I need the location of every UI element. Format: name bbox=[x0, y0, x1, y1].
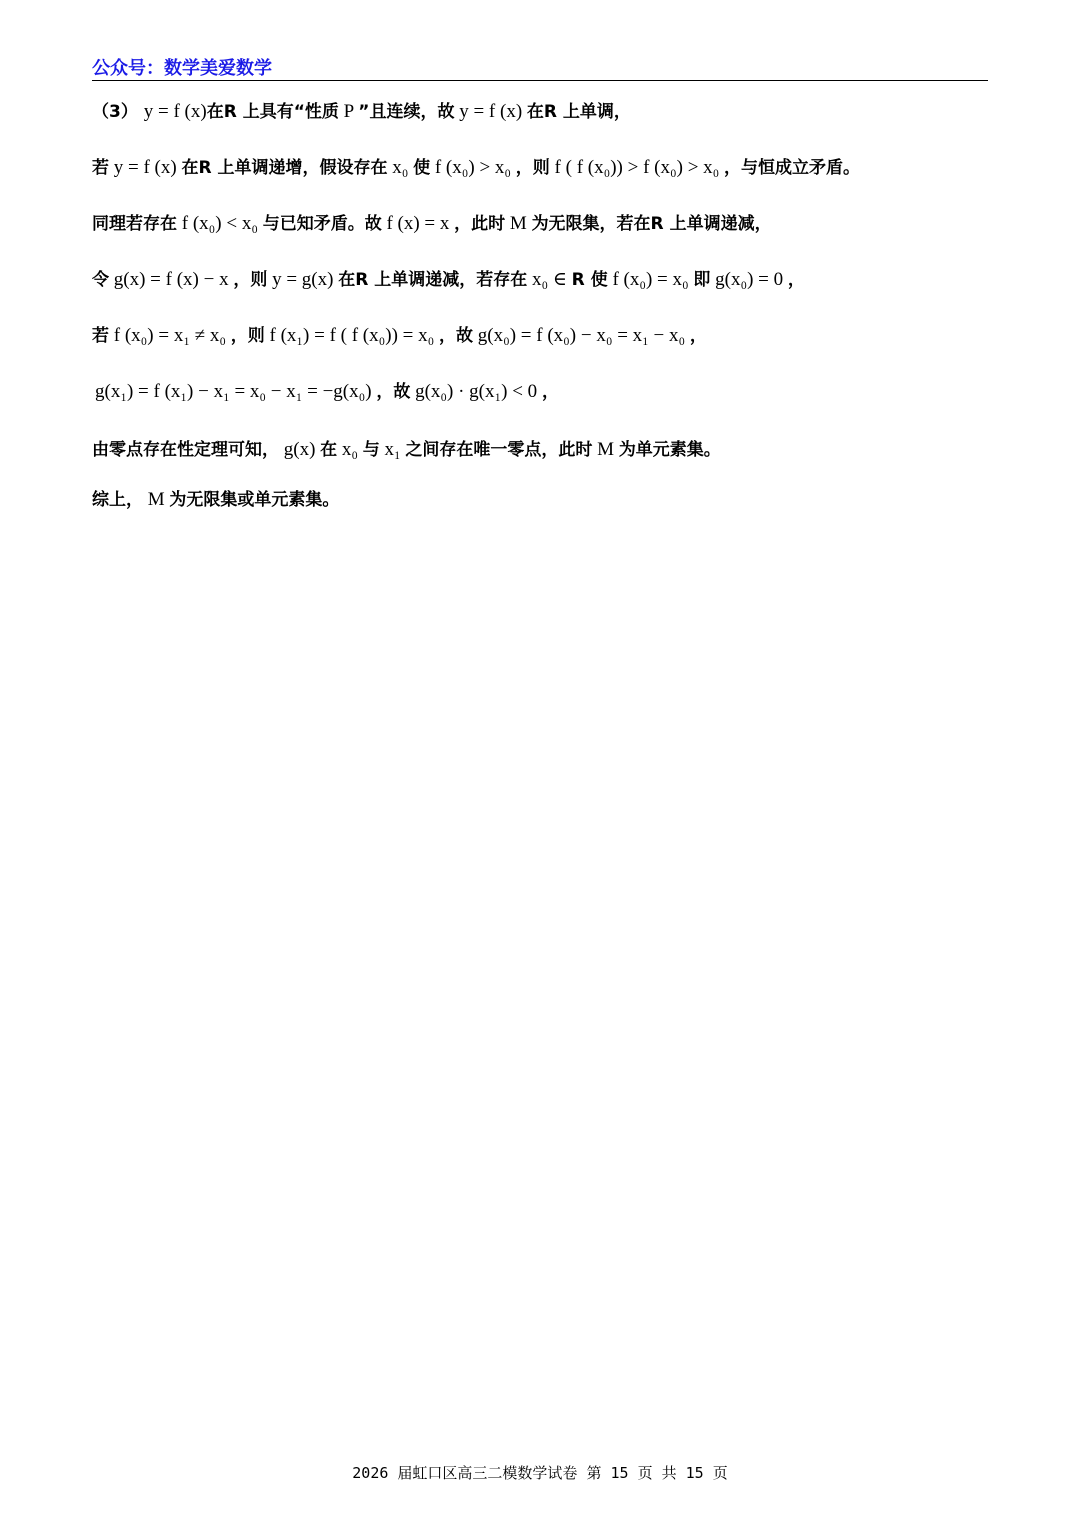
math-expression: y = f (x) bbox=[143, 101, 207, 122]
math-expression: f (x₀) > x₀ bbox=[430, 157, 516, 178]
solution-text: 与 bbox=[362, 440, 380, 460]
math-expression: g(x₀) = 0 bbox=[710, 269, 788, 290]
solution-text: 由零点存在性定理可知， bbox=[92, 440, 279, 460]
math-expression: f (x₀) < x₀ bbox=[177, 213, 263, 234]
solution-text: ，故 bbox=[439, 326, 473, 346]
math-expression: x₀ ∈ bbox=[527, 269, 572, 290]
solution-text: ， bbox=[541, 382, 559, 402]
solution-text: ，故 bbox=[376, 382, 411, 402]
solution-text: 在R 上单调递增，假设存在 bbox=[181, 158, 388, 178]
solution-text: 综上， bbox=[92, 490, 143, 510]
math-expression: g(x₀) · g(x₁) < 0 bbox=[410, 381, 542, 402]
solution-text: R 使 bbox=[571, 270, 608, 290]
solution-text: 为单元素集。 bbox=[618, 440, 721, 460]
solution-text: 令 bbox=[92, 270, 109, 290]
math-expression: f (x) = x bbox=[381, 213, 455, 234]
math-expression: M bbox=[143, 489, 170, 510]
math-expression: f (x₀) = x₀ bbox=[607, 269, 694, 290]
solution-text: （3） bbox=[92, 102, 144, 122]
solution-line bbox=[92, 324, 707, 348]
math-expression: g(x) = f (x) − x bbox=[109, 269, 234, 290]
solution-text: ， bbox=[689, 326, 707, 346]
solution-text: 为无限集，若在R 上单调递减， bbox=[531, 214, 772, 234]
solution-line bbox=[92, 488, 339, 512]
solution-text: ，则 bbox=[233, 270, 268, 290]
math-expression: f ( f (x₀)) > f (x₀) > x₀ bbox=[549, 157, 725, 178]
math-expression: P bbox=[338, 101, 359, 122]
solution-text: 即 bbox=[693, 270, 711, 290]
math-expression: g(x₀) = f (x₀) − x₀ = x₁ − x₀ bbox=[473, 325, 690, 346]
solution-text: ”且连续，故 bbox=[358, 102, 455, 122]
solution-text: ，则 bbox=[230, 326, 265, 346]
source-header: 公众号：数学美爱数学 bbox=[92, 58, 272, 79]
math-expression: x₁ bbox=[379, 439, 406, 460]
math-expression: g(x₁) = f (x₁) − x₁ = x₀ − x₁ = −g(x₀) bbox=[95, 381, 377, 402]
math-expression: y = f (x) bbox=[454, 101, 527, 122]
page-footer: 2026 届虹口区高三二模数学试卷 第 15 页 共 15 页 bbox=[352, 1464, 728, 1482]
solution-text: 若 bbox=[92, 158, 109, 178]
solution-line bbox=[92, 100, 631, 124]
solution-text: 若 bbox=[92, 326, 109, 346]
solution-text: 与已知矛盾。故 bbox=[262, 214, 382, 234]
solution-line bbox=[95, 380, 559, 404]
solution-text: 为无限集或单元素集。 bbox=[169, 490, 340, 510]
solution-text: 在R 上单调， bbox=[526, 102, 631, 122]
solution-line bbox=[92, 212, 772, 236]
math-expression: M bbox=[505, 213, 532, 234]
solution-text: 之间存在唯一零点，此时 bbox=[405, 440, 593, 460]
solution-text: ， bbox=[787, 270, 805, 290]
math-expression: M bbox=[592, 439, 619, 460]
math-expression: y = f (x) bbox=[109, 157, 182, 178]
solution-text: ，则 bbox=[515, 158, 550, 178]
math-expression: x₀ bbox=[337, 439, 363, 460]
math-expression: y = g(x) bbox=[267, 269, 339, 290]
solution-text: 在 bbox=[320, 440, 338, 460]
solution-text: 在R 上具有“性质 bbox=[206, 102, 339, 122]
header-rule bbox=[92, 80, 988, 81]
solution-line bbox=[92, 438, 721, 462]
solution-line bbox=[92, 268, 805, 292]
math-expression: g(x) bbox=[279, 439, 321, 460]
math-expression: x₀ bbox=[387, 157, 414, 178]
solution-text: ，此时 bbox=[454, 214, 506, 234]
solution-text: 使 bbox=[413, 158, 431, 178]
math-expression: f (x₀) = x₁ ≠ x₀ bbox=[109, 325, 231, 346]
solution-text: 同理若存在 bbox=[92, 214, 177, 234]
math-expression: f (x₁) = f ( f (x₀)) = x₀ bbox=[264, 325, 439, 346]
solution-line bbox=[92, 156, 860, 180]
solution-text: 在R 上单调递减，若存在 bbox=[338, 270, 528, 290]
solution-text: ，与恒成立矛盾。 bbox=[724, 158, 861, 178]
